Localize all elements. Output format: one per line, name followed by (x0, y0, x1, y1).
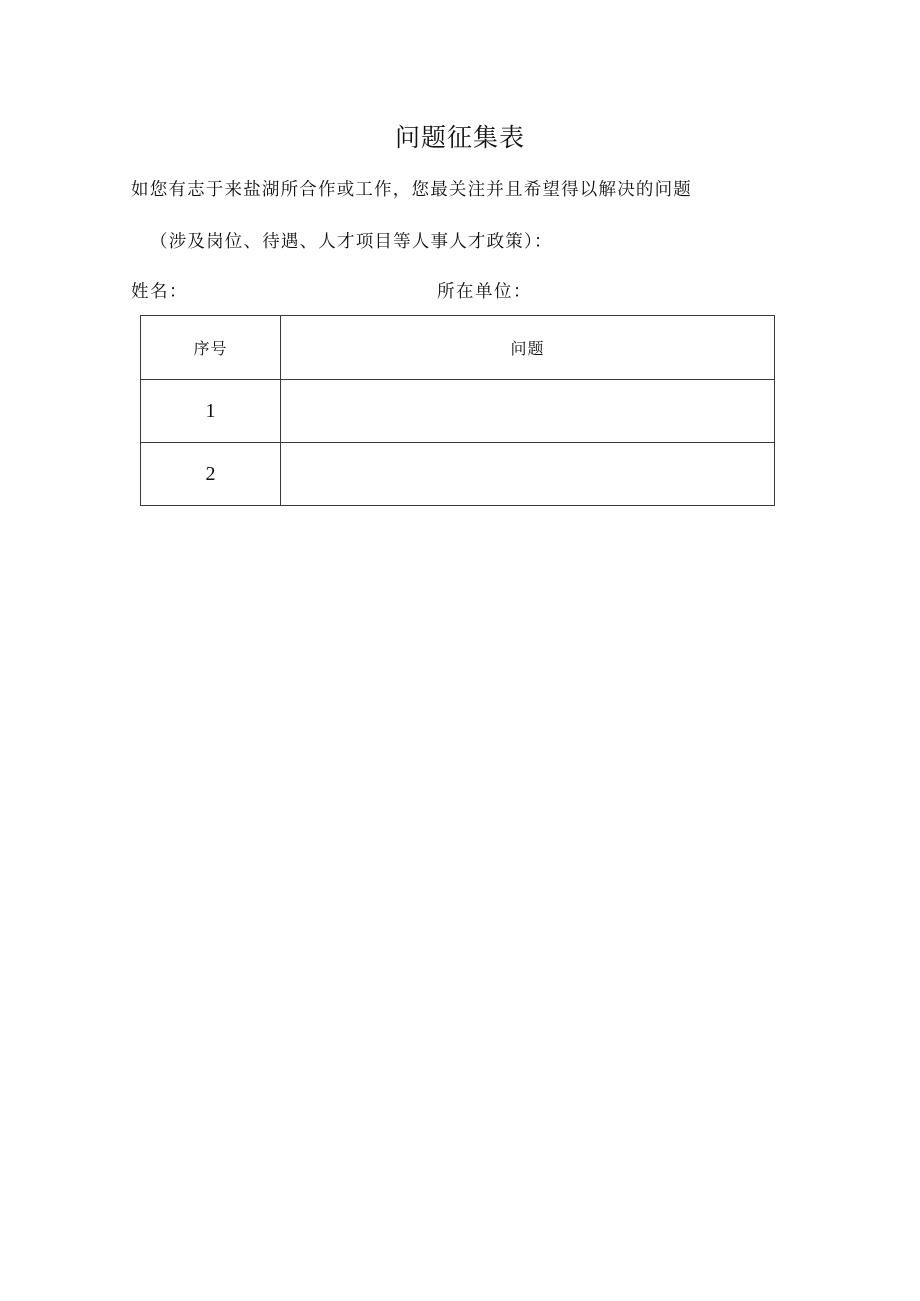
table-row (141, 443, 775, 506)
intro-text-line-1: 如您有志于来盐湖所合作或工作，您最关注并且希望得以解决的问题 (131, 180, 692, 200)
row-index: 1 (141, 380, 281, 443)
table-row (141, 380, 775, 443)
intro-text-line-2: （涉及岗位、待遇、人才项目等人事人才政策）： (150, 232, 553, 252)
page-title: 问题征集表 (394, 123, 525, 152)
unit-label: 所在单位： (437, 282, 532, 302)
table-header-row (141, 316, 775, 380)
name-label: 姓名： (131, 282, 188, 302)
row-question-cell[interactable] (281, 380, 775, 443)
header-index: 序号 (141, 316, 281, 380)
row-question-cell[interactable] (281, 443, 775, 506)
header-question: 问题 (281, 316, 775, 380)
row-index: 2 (141, 443, 281, 506)
question-table (140, 315, 775, 506)
